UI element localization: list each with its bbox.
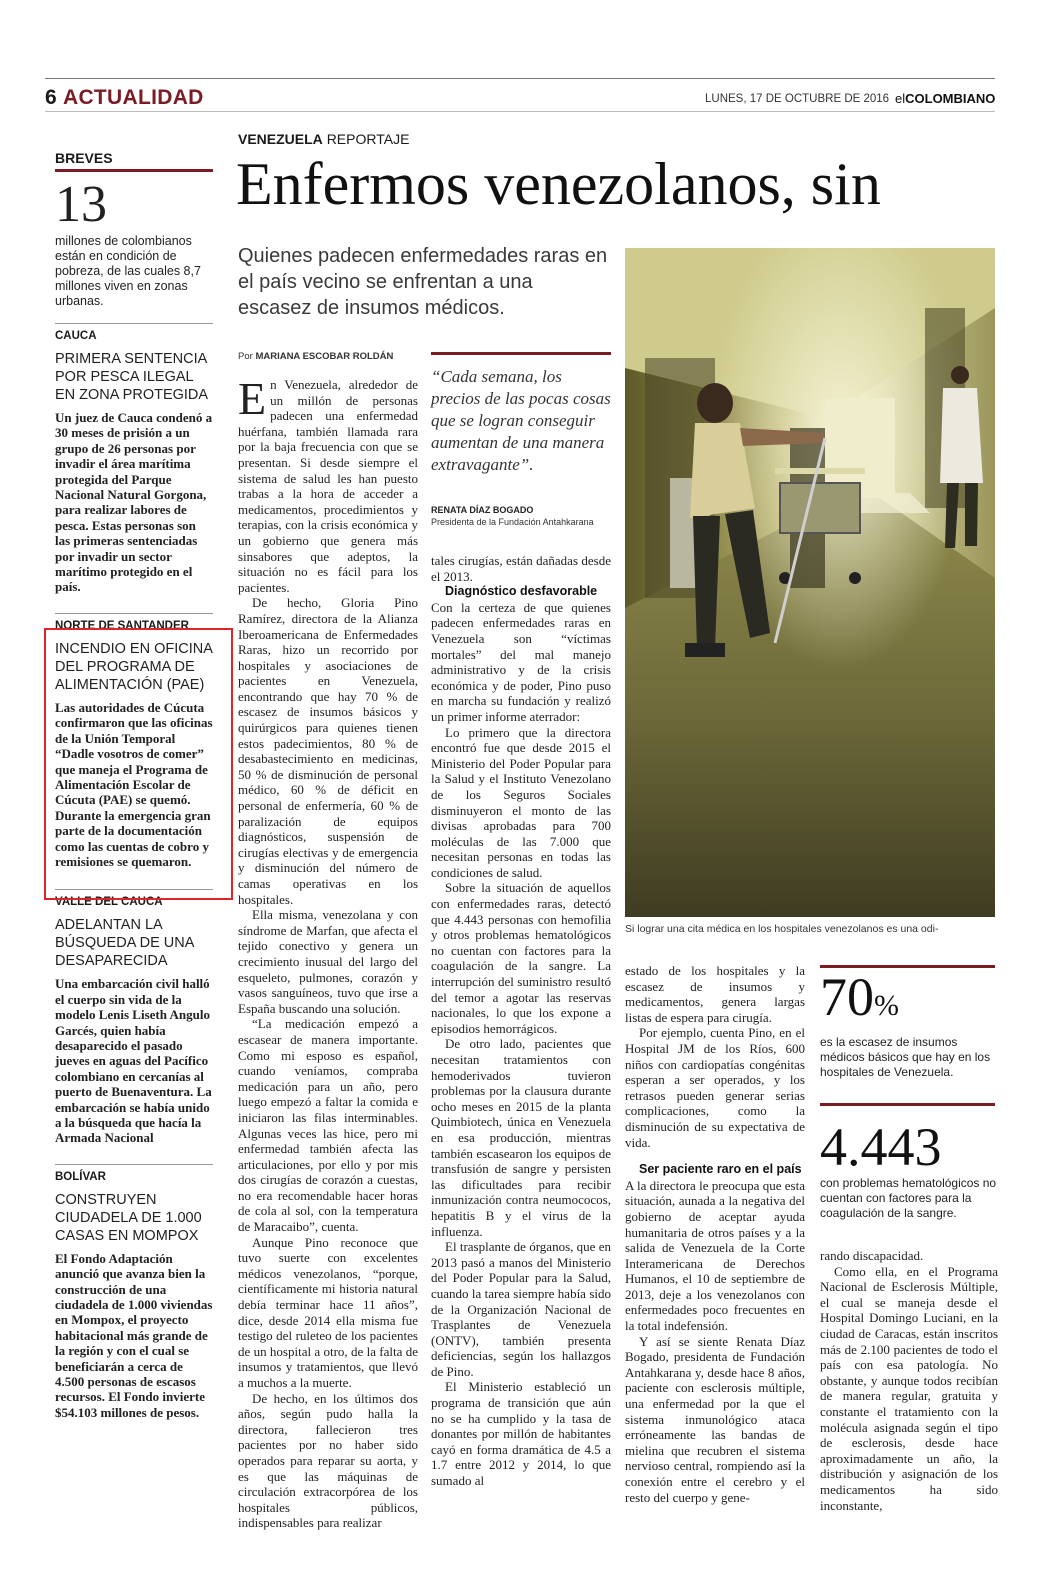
article-paragraph: De hecho, Gloria Pino Ramírez, directora de la Alianza Iberoamericana de Enfermedades Raras, hizo un recorrido por hospitales y asociaciones de pacientes en Venezuela, encontrando que hay 70 % de escasez de insumos básicos y quirúrgicos para quienes tienen estos padecimientos, 80 % de desabastecimiento en medicinas, 50 % de disminución de personal médico, 60 % de déficit en personal de enfermería, 60 % de paralización de equipos diagnósticos, suspensión de cirugías electivas y de emergencia y disminución del número de camas operativas en los hospitales. bbox=[238, 595, 418, 907]
article-paragraph: De otro lado, pacientes que necesitan tratamientos con hemoderivados tuvieron problemas por la clausura durante ocho meses en 2015 de la planta Quimbiotech, única en Venezuela en esa producción, mientras también escasearon los equipos de transfusión de sangre y persisten las dificultades para recibir inmunización contra neumococos, hepatitis B y el virus de la influenza. bbox=[431, 1036, 611, 1239]
byline-name: MARIANA ESCOBAR ROLDÁN bbox=[255, 351, 394, 362]
brief-divider bbox=[55, 323, 213, 324]
article-paragraph: Lo primero que la directora encontró fue que desde 2015 el Ministerio del Poder Popular para la Salud y el Instituto Venezolano de los Seguros Sociales disminuyeron el monto de las divisas aprobadas para 700 moléculas de las 7.000 que necesitan personas en todas las condiciones de salud. bbox=[431, 724, 611, 880]
photo-illustration bbox=[625, 248, 995, 917]
stat-text: es la escasez de insumos médicos básicos que hay en los hospitales de Venezuela. bbox=[820, 1035, 991, 1079]
brief-body: Una embarcación civil halló el cuerpo sin vida de la modelo Lenis Liseth Angulo Garcés, quien había desaparecido el pasado jueves en aguas del Pacífico colombiano en cercanías al puerto de Buenaventura. La embarcación se había unido a la búsqueda que hacía la Armada Nacional bbox=[55, 976, 212, 1146]
article-paragraph: estado de los hospitales y la escasez de insumos y medicamentos, genera largas listas de espera para cirugía. bbox=[625, 963, 805, 1025]
article-paragraph: Aunque Pino reconoce que tuvo suerte con excelentes médicos venezolanos, “porque, científicamente mi historia natural debía terminar hace 11 años”, dice, desde 2014 ella misma fue testigo del ruleteo de los pacientes de un hospital a otro, de la falta de insumos y tratamientos, que llevó a muchos a la muerte. bbox=[238, 1234, 418, 1390]
brief-title: ADELANTAN LA BÚSQUEDA DE UNA DESAPARECIDA bbox=[55, 917, 194, 970]
article-paragraph bbox=[238, 373, 418, 595]
kicker-bold: VENEZUELA bbox=[238, 131, 323, 147]
article-column-1 bbox=[238, 373, 418, 1531]
article-paragraph: rando discapacidad. bbox=[820, 1248, 924, 1263]
pull-quote: “Cada semana, los precios de las pocas cosas que se logran conseguir aumentan de una manera extravagante”. bbox=[431, 367, 611, 474]
paragraph-text: n Venezuela, alrededor de un millón de personas padecen una enfermedad huérfana, también llamada rara por la baja frecuencia con que se presentan. Si desde siempre el sistema de salud les han puesto trabas a la hora de acceder a medicamentos, procedimientos y terapias, con la crisis económica y un gobierno que genera más sinsabores que adeptos, la situación no es fácil para los pacientes. bbox=[238, 377, 418, 595]
masthead-name: COLOMBIANO bbox=[905, 91, 996, 106]
quote-author: RENATA DÍAZ BOGADO bbox=[431, 505, 534, 515]
article-byline bbox=[238, 351, 393, 362]
article-paragraph: Y así se siente Renata Díaz Bogado, presidenta de Fundación Antahkarana y, desde hace 8 años, paciente con esclerosis múltiple, una enfermedad por la que el sistema inmunológico ataca erróneamente las bandas de mielina que recubren el sistema nervioso central, rompiendo así la conexión entre el cerebro y el resto del cuerpo y gene- bbox=[625, 1333, 805, 1505]
breves-rule bbox=[55, 169, 213, 172]
stat-text: con problemas hematológicos no cuentan con factores para la coagulación de la sangre. bbox=[820, 1176, 997, 1220]
quote-author-role: Presidenta de la Fundación Antahkarana bbox=[431, 517, 594, 527]
article-column-2 bbox=[431, 553, 611, 1489]
article-kicker bbox=[238, 131, 409, 147]
article-paragraph: Sobre la situación de aquellos con enfermedades raras, detectó que 4.443 personas con hemofilia y otros problemas hematológicos no cuentan con factores para la coagulación de la sangre. La interrupción del suministro resultó del temor a agotar las reservas nacionales, lo que los expone a episodios hemorrágicos. bbox=[431, 880, 611, 1036]
masthead-logo bbox=[895, 91, 995, 106]
stat-unit: % bbox=[874, 989, 899, 1022]
masthead-prefix: el bbox=[895, 91, 906, 106]
stat-block-2 bbox=[820, 1103, 998, 1221]
article-paragraph: Por ejemplo, cuenta Pino, en el Hospital JM de los Ríos, 600 niños con cardiopatías congénitas esperan a ser operados, y los retrasos pueden generar serias complicaciones, como la disminución de su expectativa de vida. bbox=[625, 1025, 805, 1150]
breves-label: BREVES bbox=[55, 150, 113, 166]
brief-body: Un juez de Cauca condenó a 30 meses de prisión a un grupo de 26 personas por invadir el área marítima protegida del Parque Nacional Natural Gorgona, para realizar labores de pesca. Estas personas son las primeras sentenciadas por invadir un sector marítimo protegido en el país. bbox=[55, 410, 213, 595]
hospital-photo bbox=[625, 248, 995, 917]
article-paragraph: tales cirugías, están dañadas desde el 2013. bbox=[431, 553, 611, 584]
stat-block-1 bbox=[820, 965, 998, 1080]
issue-date: LUNES, 17 DE OCTUBRE DE 2016 bbox=[705, 93, 890, 105]
brief-title: INCENDIO EN OFICINA DEL PROGRAMA DE ALIMENTACIÓN (PAE) bbox=[55, 640, 213, 693]
brief-divider bbox=[55, 613, 213, 614]
photo-caption: Si lograr una cita médica en los hospitales venezolanos es una odi- bbox=[625, 923, 939, 935]
article-subhead: Ser paciente raro en el país bbox=[639, 1162, 802, 1177]
stat-number bbox=[820, 1118, 998, 1176]
quote-rule bbox=[431, 352, 611, 355]
article-paragraph: Ella misma, venezolana y con síndrome de Marfan, que afecta el tejido conectivo y genera un crecimiento inusual del largo del esqueleto, pulmones, corazón y vasos sanguíneos, tuvo que irse a España buscando una solución. bbox=[238, 907, 418, 1016]
stat-value: 4.443 bbox=[820, 1117, 942, 1177]
article-subhead: Diagnóstico desfavorable bbox=[445, 584, 598, 599]
article-column-4 bbox=[820, 1248, 998, 1513]
stat-value: 70 bbox=[820, 967, 874, 1027]
brief-divider bbox=[55, 1164, 213, 1165]
brief-tag: VALLE DEL CAUCA bbox=[55, 896, 163, 909]
brief-title: PRIMERA SENTENCIA POR PESCA ILEGAL EN ZONA PROTEGIDA bbox=[55, 351, 209, 403]
top-rule bbox=[45, 78, 995, 79]
brief-title: CONSTRUYEN CIUDADELA DE 1.000 CASAS EN MOMPOX bbox=[55, 1191, 202, 1244]
page-number: 6 bbox=[45, 86, 57, 109]
article-column-3 bbox=[625, 963, 805, 1505]
drop-cap: E bbox=[238, 373, 267, 424]
article-paragraph: El Ministerio estableció un programa de transición que aún no se ha cumplido y la tasa de donantes por millón de habitantes cayó en forma dramática de 4.5 a 1.7 entre 2012 y 2014, lo que sumado al bbox=[431, 1379, 611, 1489]
stat-number bbox=[820, 968, 998, 1035]
brief-tag: BOLÍVAR bbox=[55, 1170, 106, 1183]
article-deck: Quienes padecen enfermedades raras en el país vecino se enfrentan a una escasez de insumos médicos. bbox=[238, 245, 608, 319]
brief-body: El Fondo Adaptación anunció que avanza bien la construcción de una ciudadela de 1.000 viviendas en Mompox, el proyecto habitacional más grande de la región y con el cual se beneficiarán a cerca de 4.500 personas de escasos recursos. El Fondo invierte $54.103 millones de pesos. bbox=[55, 1250, 213, 1420]
article-paragraph: El trasplante de órganos, que en 2013 pasó a manos del Ministerio del Poder Popular para la Salud, cuando la tarea siempre había sido de la Organización Nacional de Trasplantes de Venezuela (ONTV), también presenta deficiencias, según los hallazgos de Pino. bbox=[431, 1239, 611, 1379]
article-paragraph: A la directora le preocupa que esta situación, aunada a la negativa del gobierno de aceptar ayuda humanitaria de otros países y a la salida de Venezuela de la Corte Interamericana de Derechos Humanos, el 10 de septiembre de 2013, deje a los venezolanos con enfermedades poco frecuentes en la total indefensión. bbox=[625, 1177, 805, 1334]
brief-body: Las autoridades de Cúcuta confirmaron que las oficinas de la Unión Temporal “Dadle vosotros de comer” que maneja el Programa de Alimentación Escolar de Cúcuta (PAE) se quemó. Durante la emergencia gran parte de la documentación como las cuentas de cobro y remisiones se quemaron. bbox=[55, 699, 213, 869]
byline-prefix: Por bbox=[238, 351, 253, 362]
article-paragraph: “La medicación empezó a escasear de manera importante. Como mi esposo es español, cuando veníamos, compraba medicación para un año, pero luego empezó a faltar la comida e iniciaron las filas interminables. Algunas veces las hice, pero mi enfermedad también afecta las articulaciones, por ello y por mis dos cirugías de corazón a cuestas, no era recomendable hacer horas de cola al sol, con la temperatura de Maracaibo”, cuenta. bbox=[238, 1016, 418, 1235]
highlight-box bbox=[44, 628, 233, 900]
stat-rule bbox=[820, 1103, 995, 1106]
section-header bbox=[45, 86, 204, 110]
header-divider bbox=[45, 111, 995, 112]
article-paragraph: Con la certeza de que quienes padecen enfermedades raras en Venezuela son “víctimas mortales” del mal manejo administrativo y de la crisis económica y de poder, Pino puso en marcha su fundación y realizó un primer informe aterrador: bbox=[431, 599, 611, 724]
article-paragraph: Como ella, en el Programa Nacional de Esclerosis Múltiple, el cual se maneja desde el Hospital Domingo Luciani, en la ciudad de Caracas, están inscritos más de 2.100 pacientes de todo el país con esa patología. No obstante, y aunque todos recibían de manera regular, gratuita y constante el tratamiento con la molécula asignada según el tipo de esclerosis, desde hace aproximadamente un año, la distribución y asignación de los medicamentos ha sido inconstante, bbox=[820, 1263, 998, 1513]
article-paragraph: De hecho, en los últimos dos años, según pudo halla la directora, fallecieron tres pacientes por no haber sido operados para reparar su aorta, y es que las máquinas de circulación extracorpórea de los hospitales públicos, indispensables para realizar bbox=[238, 1390, 418, 1531]
brief-tag: NORTE DE SANTANDER bbox=[55, 619, 189, 632]
breves-number-text: millones de colombianos están en condición de pobreza, de las cuales 8,7 millones viven en zonas urbanas. bbox=[55, 234, 201, 308]
brief-tag: CAUCA bbox=[55, 330, 97, 342]
article-headline: Enfermos venezolanos, sin bbox=[236, 151, 881, 217]
breves-big-number: 13 bbox=[55, 176, 107, 233]
kicker-rest: REPORTAJE bbox=[326, 131, 410, 147]
section-name: ACTUALIDAD bbox=[62, 86, 204, 109]
